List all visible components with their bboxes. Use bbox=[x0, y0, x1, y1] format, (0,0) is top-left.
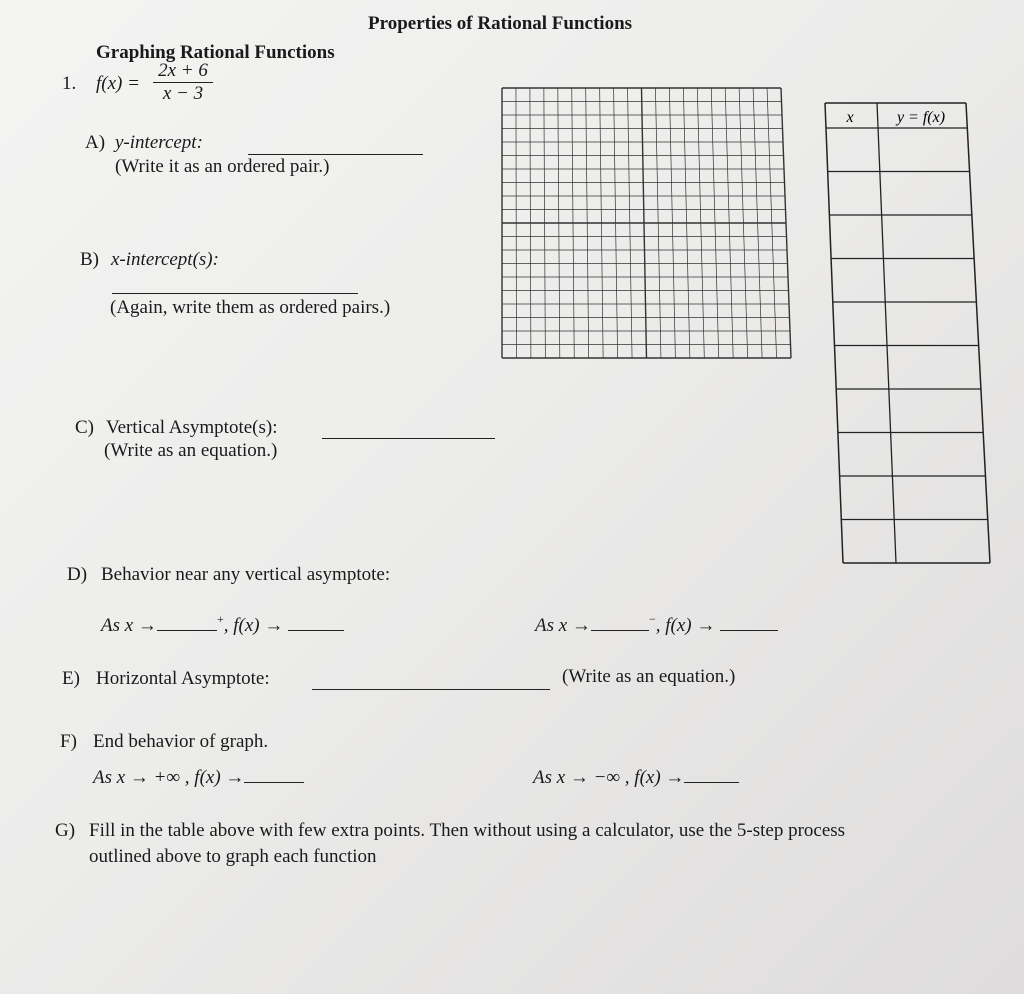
part-f-left bbox=[93, 767, 304, 789]
part-f-right bbox=[533, 767, 739, 789]
part-c-answer-blank[interactable] bbox=[322, 437, 495, 439]
part-d-right-blank-2[interactable] bbox=[720, 629, 778, 631]
function-lhs: f(x) = bbox=[96, 73, 140, 94]
part-g-label: G) bbox=[55, 820, 76, 841]
part-c-note: (Write as an equation.) bbox=[104, 440, 278, 461]
part-d-right bbox=[535, 612, 778, 637]
part-e-label: E) bbox=[62, 668, 80, 689]
part-c-prompt: Vertical Asymptote(s): bbox=[106, 417, 278, 438]
table-right-border bbox=[966, 103, 990, 563]
page-title: Properties of Rational Functions bbox=[368, 13, 633, 34]
xy-value-table[interactable] bbox=[823, 101, 993, 566]
function-fraction bbox=[153, 60, 213, 105]
part-d-right-prefix: As x → bbox=[535, 615, 591, 636]
part-d-left-prefix: As x → bbox=[101, 615, 157, 636]
part-d-left-sup: + bbox=[216, 612, 224, 626]
table-header-y: y = f(x) bbox=[896, 109, 946, 126]
part-d-right-sup: − bbox=[648, 612, 656, 626]
fraction-numerator: 2x + 6 bbox=[153, 60, 213, 83]
part-d-left-blank-2[interactable] bbox=[288, 629, 344, 631]
part-a-text bbox=[115, 132, 203, 154]
part-d-left bbox=[101, 612, 344, 637]
part-a-label: A) bbox=[85, 132, 106, 153]
part-b-label: B) bbox=[80, 249, 99, 270]
part-f-right-text: As x → −∞ , f(x) → bbox=[533, 767, 685, 788]
part-d-left-blank-1[interactable] bbox=[157, 629, 217, 631]
part-g-line-1: Fill in the table above with few extra points. Then without using a calculator, use the 5-step process bbox=[89, 820, 846, 841]
part-a-prompt: y-intercept: bbox=[115, 132, 203, 153]
part-e-answer-blank[interactable] bbox=[312, 688, 550, 690]
part-c-label: C) bbox=[75, 417, 94, 438]
part-f-right-blank[interactable] bbox=[684, 781, 739, 783]
part-f-label: F) bbox=[60, 731, 77, 752]
part-f-left-blank[interactable] bbox=[244, 781, 304, 783]
part-f-prompt: End behavior of graph. bbox=[93, 731, 269, 752]
fraction-denominator: x − 3 bbox=[162, 83, 204, 104]
part-d-prompt: Behavior near any vertical asymptote: bbox=[101, 564, 391, 585]
part-a-note: (Write it as an ordered pair.) bbox=[115, 156, 330, 177]
part-d-label: D) bbox=[67, 564, 88, 585]
part-b-note: (Again, write them as ordered pairs.) bbox=[110, 297, 391, 318]
part-d-left-mid: , f(x) → bbox=[223, 615, 284, 636]
part-f-left-text: As x → +∞ , f(x) → bbox=[93, 767, 245, 788]
part-a-answer-blank[interactable] bbox=[248, 153, 423, 155]
part-d-right-blank-1[interactable] bbox=[591, 629, 649, 631]
part-b-answer-blank[interactable] bbox=[112, 292, 358, 294]
section-title: Graphing Rational Functions bbox=[96, 42, 335, 63]
part-e-prompt: Horizontal Asymptote: bbox=[96, 668, 270, 689]
graph-paper-grid[interactable] bbox=[500, 86, 794, 362]
table-header-x: x bbox=[846, 109, 854, 126]
part-e-note: (Write as an equation.) bbox=[562, 666, 736, 687]
part-d-right-mid: , f(x) → bbox=[655, 615, 716, 636]
problem-number: 1. bbox=[62, 73, 77, 94]
part-g-line-2: outlined above to graph each function bbox=[89, 846, 377, 867]
part-b-prompt: x-intercept(s): bbox=[111, 249, 219, 270]
